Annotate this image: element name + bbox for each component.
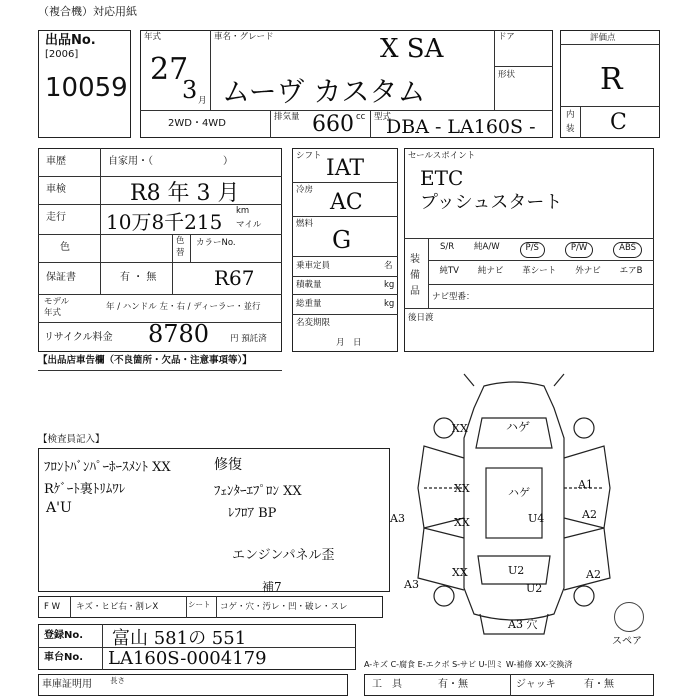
color-label: 色 <box>60 242 70 253</box>
sales-point-line1: ETC <box>420 166 464 190</box>
name-label: 車名・グレード <box>214 32 274 42</box>
warranty-value: 有 ・ 無 <box>120 272 157 283</box>
reg-value: 富山 581の 551 <box>112 628 247 649</box>
option-sr: S/R <box>439 242 455 252</box>
tool-label: 工 具 <box>372 679 402 690</box>
damage-mark-2: ハゲ <box>506 420 531 434</box>
color-change-label-2: 替 <box>176 248 185 258</box>
reg-label: 登録No. <box>44 630 84 641</box>
model-label: 型式 <box>374 112 392 122</box>
shift-label: シフト <box>296 151 322 161</box>
damage-mark-13: A3 <box>404 578 419 591</box>
capacity-unit: 名 <box>384 261 393 271</box>
mileage-unit-mile: マイル <box>236 220 262 230</box>
inspector-line-1: ﾌﾛﾝﾄﾊﾞﾝﾊﾟｰﾎｰｽﾒﾝﾄ XX <box>44 460 171 475</box>
recycle-unit: 円 預託済 <box>230 334 267 344</box>
jack-value: 有・無 <box>584 679 614 690</box>
model-value: DBA - LA160S - <box>386 116 536 138</box>
warranty-label: 保証書 <box>46 272 76 283</box>
year-value: 27 <box>150 52 189 87</box>
damage-mark-7: U4 <box>528 512 545 525</box>
door-label: ドア <box>498 32 515 42</box>
navi-model-label: ナビ型番： <box>432 292 475 302</box>
sales-point-line2: プッシュスタート <box>420 192 563 213</box>
month-value: 3 <box>182 76 198 104</box>
weight-unit: kg <box>384 299 395 309</box>
damage-mark-10: XX <box>452 566 468 579</box>
options-row-1 <box>430 242 652 258</box>
damage-legend: A-キズ C-腐食 E-エクボ S-サビ U-凹ミ W-補修 XX-交換済 <box>364 660 573 669</box>
recycle-label: リサイクル料金 <box>44 332 113 343</box>
mileage-label: 走行 <box>46 212 66 223</box>
seat-label: シート <box>188 600 211 609</box>
damage-mark-6: ハゲ <box>508 486 530 499</box>
option-ext-navi: 外ナビ <box>575 266 601 276</box>
displacement-value: 660 <box>312 112 354 137</box>
tool-value: 有・無 <box>438 679 468 690</box>
option-pw: P/W <box>565 242 593 258</box>
model-year-label: モデル <box>44 297 70 307</box>
option-airbag: エアB <box>619 266 643 276</box>
history-label: 車歴 <box>46 156 66 167</box>
option-ps: P/S <box>520 242 545 258</box>
name-change-unit: 月 日 <box>336 338 362 348</box>
ac-value: AC <box>330 190 363 215</box>
inspection-label: 車検 <box>46 184 66 195</box>
fuel-label: 燃料 <box>296 219 314 229</box>
model-row: 年 / ハンドル 左・右 / ディーラー・並行 <box>106 302 261 312</box>
option-abs: ABS <box>613 242 642 258</box>
shape-label: 形状 <box>498 70 516 80</box>
damage-mark-3: XX <box>454 482 470 495</box>
inspector-label: 【検査員記入】 <box>38 434 105 445</box>
damage-mark-15: A3 穴 <box>508 618 538 631</box>
option-navi: 純ナビ <box>477 266 504 276</box>
option-tv: 純TV <box>439 266 459 276</box>
lot-stamp: [2006] <box>45 49 79 60</box>
inspector-line-5: A'U <box>46 500 72 516</box>
recycle-value: 8780 <box>148 320 210 348</box>
damage-mark-14: A2 <box>586 568 601 581</box>
interior-score: C <box>610 110 627 135</box>
lot-label: 出品No. <box>45 33 96 48</box>
damage-mark-11: U2 <box>508 564 525 577</box>
cert-sub-label: 長さ <box>110 676 125 685</box>
car-damage-diagram <box>390 378 624 638</box>
damage-mark-5: A1 <box>578 478 593 491</box>
dealer-notes-label: 【出品店車告欄（不良箇所・欠品・注意事項等）】 <box>38 355 252 366</box>
option-aw: 純A/W <box>474 242 500 252</box>
options-label: 装備品 <box>410 254 420 297</box>
damage-mark-9: A3 <box>390 512 405 525</box>
mileage-unit-km: km <box>236 206 250 216</box>
displacement-unit: cc <box>356 112 366 122</box>
inspection-value: R8 年 3 月 <box>130 181 240 206</box>
car-name: ムーヴ カスタム <box>222 75 426 108</box>
color-no-value: R67 <box>214 266 255 290</box>
fw-items: キズ・ヒビ右・割レX <box>76 602 159 612</box>
drive-label: 2WD・4WD <box>168 118 226 129</box>
spare-label: スペア <box>612 636 642 647</box>
load-label: 積載量 <box>296 280 322 290</box>
capacity-label: 乗車定員 <box>296 261 331 271</box>
fuel-value: G <box>332 226 352 254</box>
damage-mark-4: XX <box>454 516 470 529</box>
options-row-2 <box>430 266 652 282</box>
remarks-label: 後日渡 <box>408 313 434 323</box>
history-value: 自家用・（ ） <box>108 156 233 167</box>
fw-label: F W <box>44 602 60 612</box>
option-leather: 革シート <box>522 266 557 276</box>
chassis-value: LA160S-0004179 <box>108 648 267 669</box>
interior-label-1: 内 <box>566 110 575 120</box>
lot-number: 10059 <box>45 73 128 103</box>
fw-note: 補7 <box>262 580 282 594</box>
year-label: 年式 <box>144 32 162 42</box>
lot-box <box>38 30 131 138</box>
color-change-label-1: 色 <box>176 236 185 246</box>
evaluation-score: R <box>600 62 623 97</box>
interior-label-2: 装 <box>566 124 575 134</box>
inspector-line-4: ﾌｪﾝﾀｰｴﾌﾟﾛﾝ XX <box>214 484 302 499</box>
displacement-label: 排気量 <box>274 112 300 122</box>
chassis-label: 車台No. <box>44 652 84 663</box>
cert-label: 車庫証明用 <box>42 679 92 690</box>
seat-items: コゲ・穴・汚レ・凹・破レ・スレ <box>220 602 348 612</box>
jack-label: ジャッキ <box>516 679 556 690</box>
color-no-label: カラーNo. <box>196 238 236 248</box>
damage-mark-12: U2 <box>526 582 543 595</box>
form-title: （複合機）対応用紙 <box>38 5 137 18</box>
mileage-value: 10万8千215 <box>106 210 223 234</box>
month-unit: 月 <box>198 96 207 106</box>
evaluation-label: 評価点 <box>590 33 616 43</box>
name-change-label: 名変期限 <box>296 318 331 328</box>
model-year-label-2: 年式 <box>44 308 62 318</box>
grade-value: X SA <box>380 34 444 64</box>
ac-label: 冷房 <box>296 185 314 195</box>
inspector-line-6: ﾚﾌﾛｱ BP <box>228 506 277 521</box>
shift-value: IAT <box>326 156 365 181</box>
inspector-line-2: 修復 <box>214 457 242 473</box>
damage-mark-8: A2 <box>582 508 597 521</box>
weight-label: 総重量 <box>296 299 322 309</box>
inspector-line-7: エンジンパネル歪 <box>232 548 335 563</box>
sales-point-label: セールスポイント <box>408 151 476 161</box>
load-unit: kg <box>384 280 395 290</box>
inspector-line-3: Rｹﾞｰﾄ裏ﾄﾘﾑﾜﾚ <box>44 482 126 497</box>
damage-mark-1: XX <box>452 422 468 435</box>
